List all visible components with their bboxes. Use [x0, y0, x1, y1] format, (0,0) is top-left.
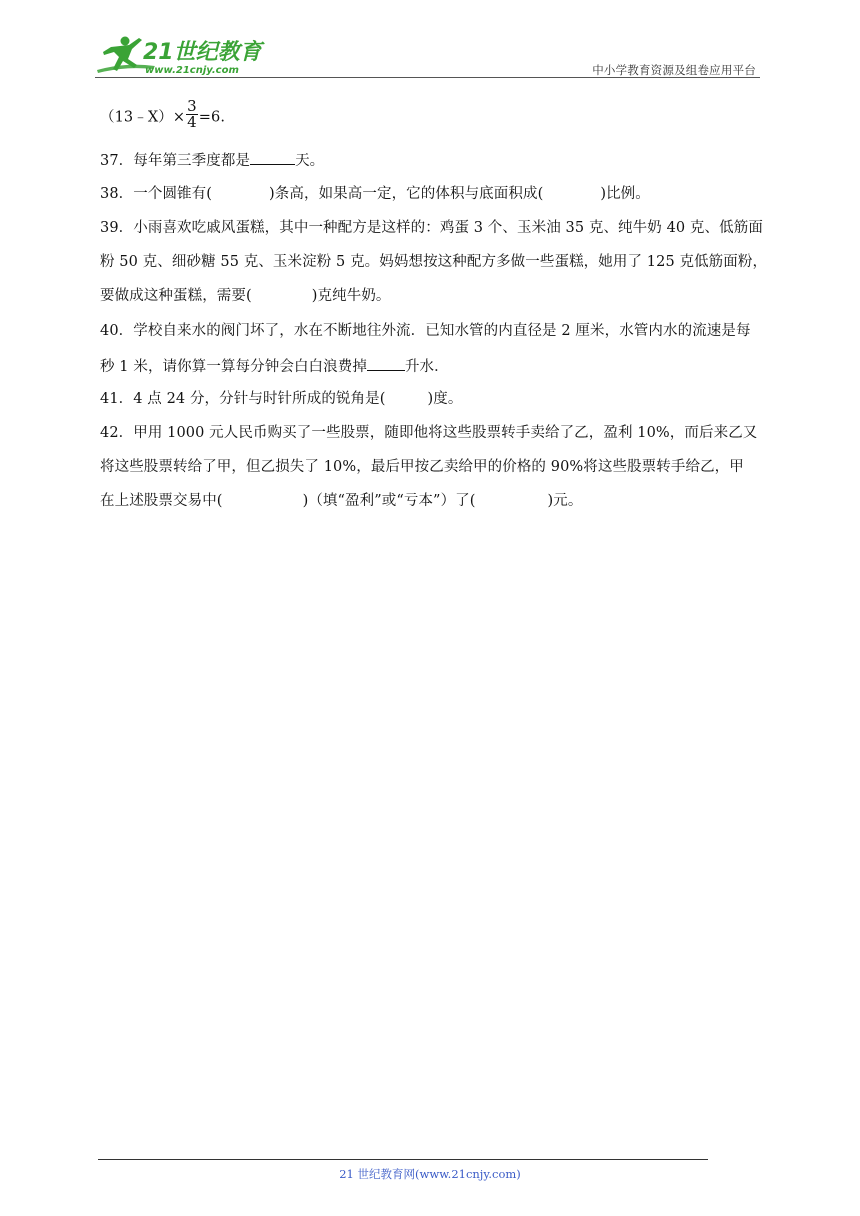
logo-url: www.21cnjy.com — [145, 65, 239, 76]
question-40-line-1: 40．学校自来水的阀门坏了，水在不断地往外流．已知水管的内直径是 2 厘米，水管内水的流速是每 — [100, 323, 751, 339]
page-header — [95, 32, 760, 80]
answer-blank[interactable] — [367, 356, 405, 371]
question-42-line-1: 42．甲用 1000 元人民币购买了一些股票，随即他将这些股票转手卖给了乙，盈利 10%，而后来乙又 — [100, 425, 758, 441]
question-38: 38．一个圆锥有( )条高，如果高一定，它的体积与底面积成( )比例。 — [100, 186, 650, 202]
question-36-tail: （13﹣X）× $\frac{3}{4}$ =6. — [100, 97, 226, 131]
question-37: 37．每年第三季度都是 天。 — [100, 150, 324, 170]
question-41: 41．4 点 24 分，分针与时针所成的锐角是( )度。 — [100, 391, 463, 407]
footer-site-link[interactable]: 21 世纪教育网(www.21cnjy.com) — [339, 1167, 521, 1181]
question-39-line-1: 39．小雨喜欢吃戚风蛋糕，其中一种配方是这样的：鸡蛋 3 个、玉米油 35 克、纯牛奶 40 克、低筋面 — [100, 220, 763, 236]
question-39-line-3: 要做成这种蛋糕，需要( )克纯牛奶。 — [100, 288, 391, 304]
question-42-line-3: 在上述股票交易中( )（填“盈利”或“亏本”）了( )元。 — [100, 493, 583, 509]
platform-tagline: 中小学教育资源及组卷应用平台 — [592, 63, 756, 77]
question-40-line-2: 秒 1 米，请你算一算每分钟会白白浪费掉 升水． — [100, 356, 449, 376]
header-divider — [95, 77, 760, 78]
answer-blank[interactable] — [250, 150, 295, 165]
logo-wordmark: 21世纪教育 — [143, 40, 262, 65]
footer-divider — [98, 1159, 708, 1160]
question-42-line-2: 将这些股票转给了甲，但乙损失了 10%，最后甲按乙卖给甲的价格的 90%将这些股票转手给乙，甲 — [100, 459, 744, 475]
question-39-line-2: 粉 50 克、细砂糖 55 克、玉米淀粉 5 克。妈妈想按这种配方多做一些蛋糕，她用了 125 克低筋面粉， — [100, 254, 768, 270]
fraction: $\frac{3}{4}$ — [187, 97, 197, 131]
brand-logo — [95, 32, 265, 78]
